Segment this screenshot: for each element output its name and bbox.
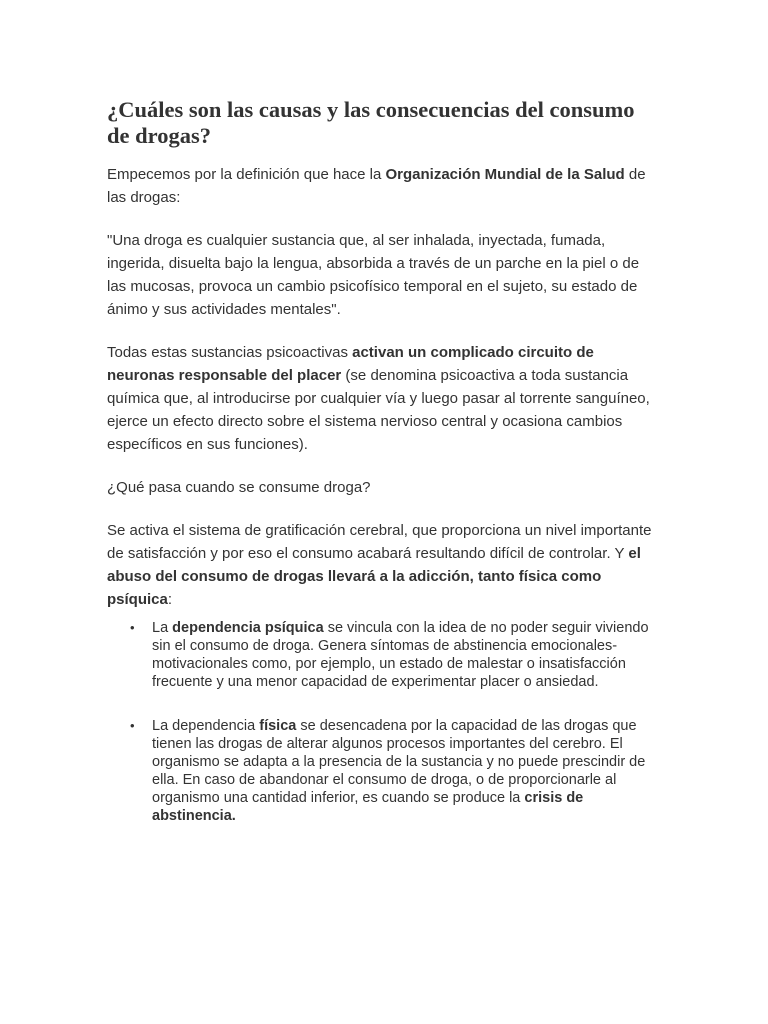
psychoactive-paragraph <box>107 341 662 456</box>
intro-text-2: de las drogas: <box>107 166 646 206</box>
bullet-icon: • <box>130 620 135 635</box>
list-item-psychic-dependence <box>130 619 662 691</box>
gratification-paragraph <box>107 519 662 611</box>
gratification-text-1: Se activa el sistema de gratificación cerebral, que proporciona un nivel importante de satisfacción y por eso el consumo acabará resultando difícil de controlar. Y <box>107 522 652 562</box>
article-title: ¿Cuáles son las causas y las consecuencias del consumo de drogas? <box>107 97 635 148</box>
dependence-list <box>107 619 662 825</box>
psychoactive-bold: activan un complicado circuito de neuronas responsable del placer <box>107 344 594 384</box>
list-item-text-1: La <box>152 620 173 636</box>
intro-text-1: Empecemos por la definición que hace la <box>107 166 386 183</box>
gratification-bold: el abuso del consumo de drogas llevará a la adicción, tanto física como psíquica <box>107 545 641 608</box>
psychoactive-text-2: (se denomina psicoactiva a toda sustancia química que, al introducirse por cualquier vía y luego pasar al torrente sanguíneo, ejerce un efecto directo sobre el sistema nervioso central y ocasiona cambios específicos en sus funciones). <box>107 367 650 453</box>
list-item-bold-2: crisis de abstinencia. <box>152 790 584 824</box>
list-item-physical-dependence <box>130 717 662 825</box>
list-item-bold-1: física <box>259 718 297 734</box>
list-item-bold-1: dependencia psíquica <box>172 620 324 636</box>
intro-paragraph <box>107 163 662 209</box>
list-item-text-1: La dependencia <box>152 718 260 734</box>
bullet-icon: • <box>130 718 135 733</box>
definition-quote: "Una droga es cualquier sustancia que, al ser inhalada, inyectada, fumada, ingerida, disuelta bajo la lengua, absorbida a través de un parche en la piel o de las mucosas, provoca un cambio psicofísico temporal en el sujeto, su estado de ánimo y sus actividades mentales". <box>107 232 640 318</box>
psychoactive-text-1: Todas estas sustancias psicoactivas <box>107 344 353 361</box>
question-paragraph: ¿Qué pasa cuando se consume droga? <box>107 479 371 496</box>
gratification-text-2: : <box>167 591 173 608</box>
intro-bold-oms: Organización Mundial de la Salud <box>385 166 625 183</box>
list-item-text-2: se desencadena por la capacidad de las drogas que tienen las drogas de alterar algunos procesos importantes del cerebro. El organismo se adapta a la presencia de la sustancia y no puede prescindir de ella. En caso de abandonar el consumo de droga, o de proporcionarle al organismo una cantidad inferior, es cuando se produce la <box>152 718 646 806</box>
list-item-text-2: se vincula con la idea de no poder seguir viviendo sin el consumo de droga. Genera síntomas de abstinencia emocionales-motivacionales como, por ejemplo, un estado de malestar o insatisfacción frecuente y una menor capacidad de experimentar placer o ansiedad. <box>152 620 649 690</box>
article-body <box>107 97 662 825</box>
